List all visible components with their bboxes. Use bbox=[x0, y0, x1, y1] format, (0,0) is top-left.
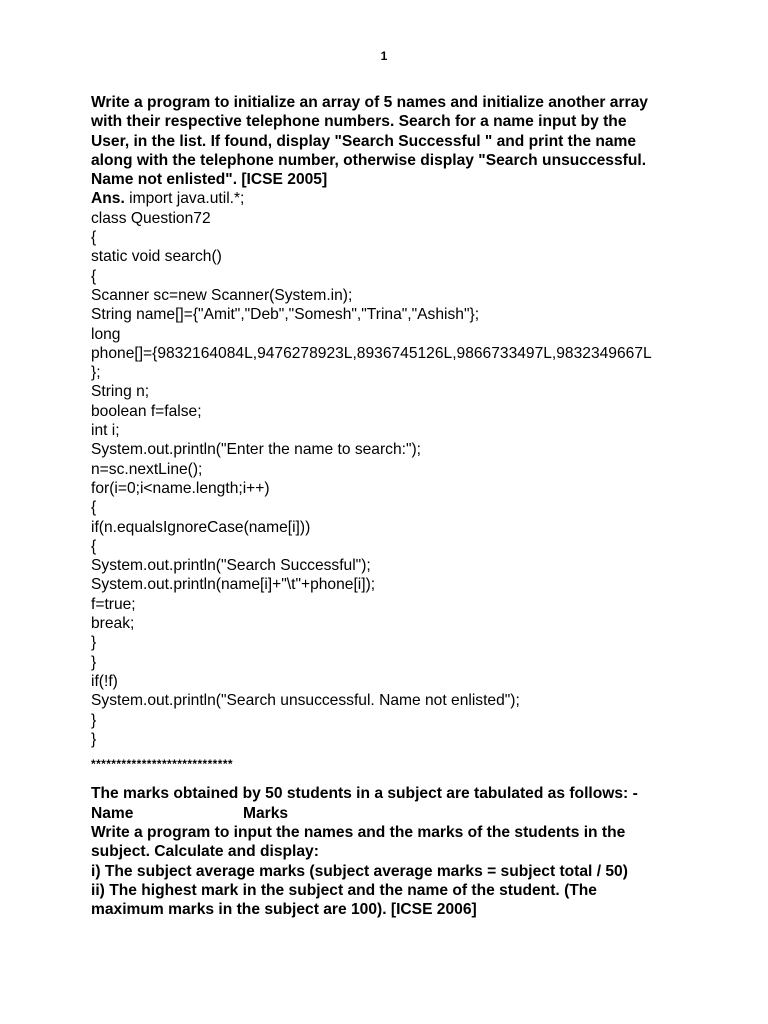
code-line: phone[]={9832164084L,9476278923L,8936745126L,9866733497L,9832349667L bbox=[91, 344, 652, 362]
question-2-line: subject. Calculate and display: bbox=[91, 843, 319, 861]
code-line: if(!f) bbox=[91, 672, 118, 690]
question-2-text bbox=[91, 823, 691, 919]
code-line: } bbox=[91, 711, 97, 729]
question-1-line: with their respective telephone numbers. Search for a name input by the bbox=[91, 113, 627, 131]
code-line: Scanner sc=new Scanner(System.in); bbox=[91, 286, 353, 304]
answer-code bbox=[91, 189, 691, 749]
question-2-line: i) The subject average marks (subject average marks = subject total / 50) bbox=[91, 862, 628, 880]
code-line: } bbox=[91, 653, 97, 671]
table-header-name: Name bbox=[91, 804, 134, 822]
code-line: f=true; bbox=[91, 595, 136, 613]
question-1-line: Name not enlisted". [ICSE 2005] bbox=[91, 171, 328, 189]
question-2-line: ii) The highest mark in the subject and the name of the student. (The bbox=[91, 881, 597, 899]
question-2-line: maximum marks in the subject are 100). [ICSE 2006] bbox=[91, 901, 477, 919]
question-1-line: along with the telephone number, otherwise display "Search unsuccessful. bbox=[91, 151, 647, 169]
code-line: { bbox=[91, 499, 97, 517]
question-2 bbox=[91, 784, 691, 919]
answer-first-line bbox=[91, 189, 691, 208]
code-line: if(n.equalsIgnoreCase(name[i])) bbox=[91, 518, 311, 536]
code-line: System.out.println(name[i]+"\t"+phone[i]); bbox=[91, 576, 376, 594]
question-1-line: Write a program to initialize an array of 5 names and initialize another array bbox=[91, 94, 648, 111]
code-line: n=sc.nextLine(); bbox=[91, 460, 203, 478]
code-line: String n; bbox=[91, 383, 150, 401]
question-1 bbox=[91, 93, 691, 189]
code-line: for(i=0;i<name.length;i++) bbox=[91, 479, 270, 497]
code-line: } bbox=[91, 730, 97, 748]
code-line: long bbox=[91, 325, 121, 343]
code-line: import java.util.*; bbox=[124, 190, 245, 208]
code-line: { bbox=[91, 229, 97, 247]
code-line: System.out.println("Search unsuccessful. Name not enlisted"); bbox=[91, 692, 520, 710]
code-line: boolean f=false; bbox=[91, 402, 202, 420]
code-line: break; bbox=[91, 615, 135, 633]
code-line: { bbox=[91, 267, 97, 285]
code-line: int i; bbox=[91, 422, 120, 440]
question-2-intro: The marks obtained by 50 students in a subject are tabulated as follows: - bbox=[91, 785, 638, 803]
separator: **************************** bbox=[91, 757, 233, 772]
page-number: 1 bbox=[380, 49, 388, 63]
code-line: }; bbox=[91, 364, 101, 382]
code-line: { bbox=[91, 537, 97, 555]
document-body bbox=[91, 93, 691, 919]
marks-table-header bbox=[91, 804, 691, 823]
code-line: class Question72 bbox=[91, 209, 211, 227]
code-line: System.out.println("Search Successful"); bbox=[91, 557, 371, 575]
code-line: String name[]={"Amit","Deb","Somesh","Trina","Ashish"}; bbox=[91, 306, 480, 324]
code-line: System.out.println("Enter the name to search:"); bbox=[91, 441, 422, 459]
code-line: static void search() bbox=[91, 248, 222, 266]
question-2-line: Write a program to input the names and the marks of the students in the bbox=[91, 823, 626, 841]
answer-label: Ans. bbox=[91, 190, 125, 208]
table-header-marks: Marks bbox=[243, 804, 289, 822]
question-1-line: User, in the list. If found, display "Search Successful " and print the name bbox=[91, 132, 637, 150]
code-line: } bbox=[91, 634, 97, 652]
code-block bbox=[91, 209, 691, 749]
